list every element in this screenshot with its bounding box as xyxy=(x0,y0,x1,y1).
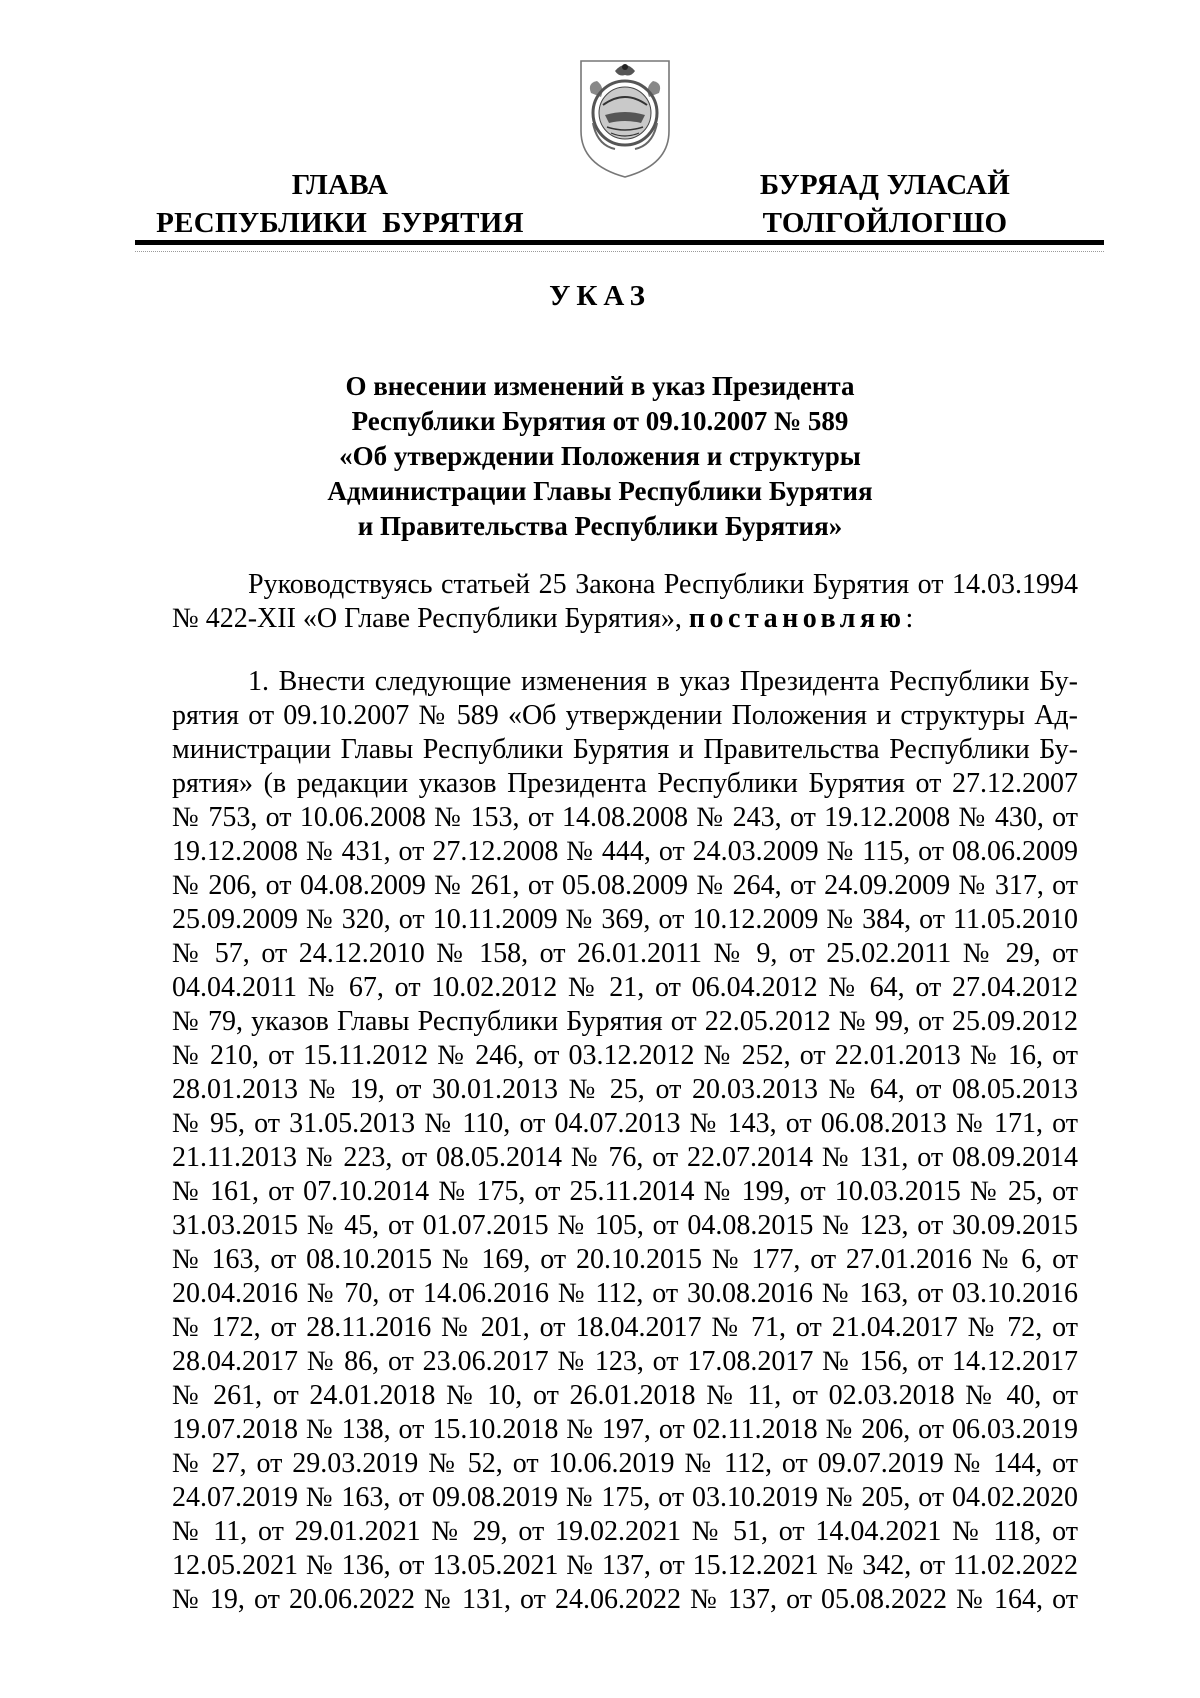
intro-line-end: : xyxy=(905,603,914,634)
paragraph-line: № 79, указов Главы Республики Бурятия от 22.05.2012 № 99, от 25.09.2012 xyxy=(172,1006,1078,1037)
paragraph-line: № 57, от 24.12.2010 № 158, от 26.01.2011 № 9, от 25.02.2011 № 29, от xyxy=(172,938,1078,969)
header-divider-thick xyxy=(135,240,1104,245)
paragraph-line: № 27, от 29.03.2019 № 52, от 10.06.2019 № 112, от 09.07.2019 № 144, от xyxy=(172,1448,1078,1479)
paragraph-line: № 163, от 08.10.2015 № 169, от 20.10.2015 № 177, от 27.01.2016 № 6, от xyxy=(172,1244,1078,1275)
paragraph-line: 28.01.2013 № 19, от 30.01.2013 № 25, от 20.03.2013 № 64, от 08.05.2013 xyxy=(172,1074,1078,1105)
paragraph-line: 19.12.2008 № 431, от 27.12.2008 № 444, от 24.03.2009 № 115, от 08.06.2009 xyxy=(172,836,1078,867)
title-line: О внесении изменений в указ Президента xyxy=(345,371,855,401)
intro-line-text: № 422-XII «О Главе Республики Бурятия», xyxy=(172,603,689,634)
paragraph-line: № 95, от 31.05.2013 № 110, от 04.07.2013 № 143, от 06.08.2013 № 171, от xyxy=(172,1108,1078,1139)
paragraph-line: 28.04.2017 № 86, от 23.06.2017 № 123, от 17.08.2017 № 156, от 14.12.2017 xyxy=(172,1346,1078,1377)
decree-word: постановляю xyxy=(688,603,906,634)
header-left-line1: ГЛАВА xyxy=(291,169,389,201)
paragraph-line: министрации Главы Республики Бурятия и Правительства Республики Бу- xyxy=(172,734,1078,765)
paragraph-line: 04.04.2011 № 67, от 10.02.2012 № 21, от 06.04.2012 № 64, от 27.04.2012 xyxy=(172,972,1078,1003)
paragraph-line: № 206, от 04.08.2009 № 261, от 05.08.2009 № 264, от 24.09.2009 № 317, от xyxy=(172,870,1078,901)
paragraph-line: 25.09.2009 № 320, от 10.11.2009 № 369, от 10.12.2009 № 384, от 11.05.2010 xyxy=(172,904,1078,935)
header-right-line1: БУРЯАД УЛАСАЙ xyxy=(759,169,1011,201)
header-divider-thin xyxy=(135,251,1104,252)
intro-line xyxy=(172,602,1078,636)
paragraph-line: № 261, от 24.01.2018 № 10, от 26.01.2018 № 11, от 02.03.2018 № 40, от xyxy=(172,1380,1078,1411)
paragraph-line: 21.11.2013 № 223, от 08.05.2014 № 76, от 22.07.2014 № 131, от 08.09.2014 xyxy=(172,1142,1078,1173)
paragraph-line: 20.04.2016 № 70, от 14.06.2016 № 112, от 30.08.2016 № 163, от 03.10.2016 xyxy=(172,1278,1078,1309)
document-title xyxy=(250,369,950,544)
paragraph-line: 31.03.2015 № 45, от 01.07.2015 № 105, от 04.08.2015 № 123, от 30.09.2015 xyxy=(172,1210,1078,1241)
main-paragraph xyxy=(172,665,1078,1617)
title-line: и Правительства Республики Бурятия» xyxy=(357,511,843,541)
title-line: Республики Бурятия от 09.10.2007 № 589 xyxy=(351,406,849,436)
coat-of-arms-emblem xyxy=(575,53,675,183)
paragraph-line: № 210, от 15.11.2012 № 246, от 03.12.2012 № 252, от 22.01.2013 № 16, от xyxy=(172,1040,1078,1071)
paragraph-line: № 172, от 28.11.2016 № 201, от 18.04.2017 № 71, от 21.04.2017 № 72, от xyxy=(172,1312,1078,1343)
paragraph-line: № 11, от 29.01.2021 № 29, от 19.02.2021 № 51, от 14.04.2021 № 118, от xyxy=(172,1516,1078,1547)
paragraph-line: 19.07.2018 № 138, от 15.10.2018 № 197, от 02.11.2018 № 206, от 06.03.2019 xyxy=(172,1414,1078,1445)
intro-line: Руководствуясь статьей 25 Закона Республики Бурятия от 14.03.1994 xyxy=(248,569,1078,600)
document-type: УКАЗ xyxy=(549,280,651,312)
paragraph-line: рятия» (в редакции указов Президента Республики Бурятия от 27.12.2007 xyxy=(172,768,1078,799)
title-line: «Об утверждении Положения и структуры xyxy=(339,441,861,471)
paragraph-line: № 753, от 10.06.2008 № 153, от 14.08.2008 № 243, от 19.12.2008 № 430, от xyxy=(172,802,1078,833)
header-left-line2: РЕСПУБЛИКИ БУРЯТИЯ xyxy=(156,207,524,239)
paragraph-line: № 161, от 07.10.2014 № 175, от 25.11.2014 № 199, от 10.03.2015 № 25, от xyxy=(172,1176,1078,1207)
header-right-line2: ТОЛГОЙЛОГШО xyxy=(762,207,1008,239)
paragraph-line: рятия от 09.10.2007 № 589 «Об утверждении Положения и структуры Ад- xyxy=(172,700,1078,731)
paragraph-line: № 19, от 20.06.2022 № 131, от 24.06.2022 № 137, от 05.08.2022 № 164, от xyxy=(172,1584,1078,1615)
paragraph-line: 12.05.2021 № 136, от 13.05.2021 № 137, от 15.12.2021 № 342, от 11.02.2022 xyxy=(172,1550,1078,1581)
title-line: Администрации Главы Республики Бурятия xyxy=(327,476,873,506)
header-right xyxy=(705,166,1085,242)
paragraph-line: 24.07.2019 № 163, от 09.08.2019 № 175, от 03.10.2019 № 205, от 04.02.2020 xyxy=(172,1482,1078,1513)
header-left xyxy=(140,166,540,242)
paragraph-line: 1. Внести следующие изменения в указ Президента Республики Бу- xyxy=(248,666,1078,697)
intro-paragraph xyxy=(172,568,1078,636)
